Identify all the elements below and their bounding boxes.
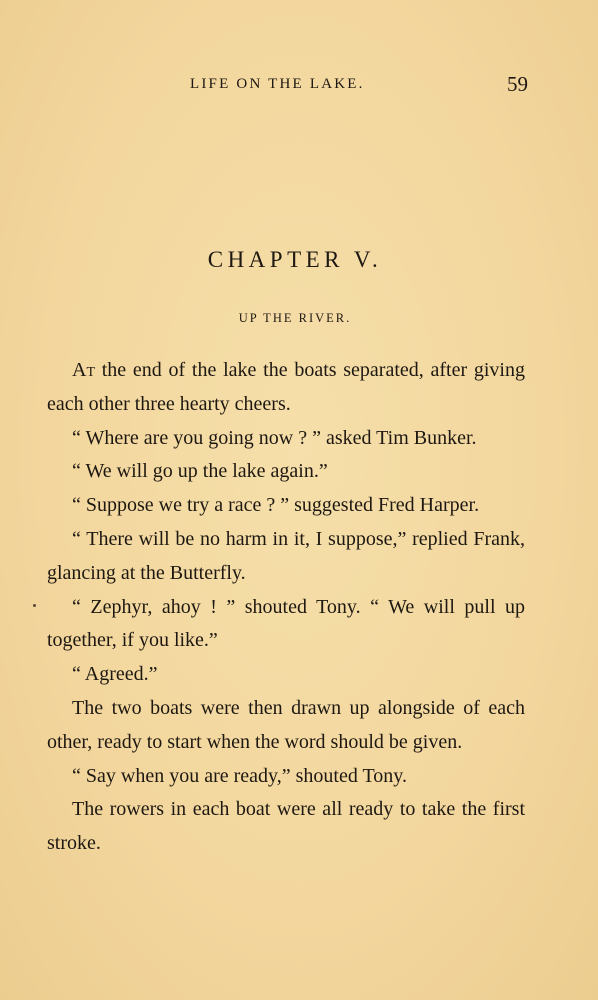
lead-word: At	[72, 359, 96, 381]
paragraph-text: The two boats were then drawn up alongside of each other, ready to start when the word should be given.	[47, 696, 525, 753]
paragraph-text: “ Zephyr, ahoy ! ” shouted Tony. “ We will pull up together, if you like.”	[47, 595, 525, 652]
paragraph	[47, 760, 525, 794]
paragraph	[47, 658, 525, 692]
paragraph-text: “ Where are you going now ? ” asked Tim Bunker.	[72, 426, 477, 449]
paragraph-text: “ There will be no harm in it, I suppose,” replied Frank, glancing at the Butterfly.	[47, 527, 525, 584]
page-number: 59	[507, 72, 528, 96]
chapter-body	[47, 354, 525, 861]
paragraph-text: the end of the lake the boats separated, after giving each other three hearty cheers.	[47, 359, 525, 415]
paragraph	[47, 523, 525, 591]
paragraph	[47, 692, 525, 760]
chapter-title: CHAPTER V.	[207, 247, 383, 272]
paragraph	[47, 422, 525, 456]
paragraph	[47, 489, 525, 523]
running-title: LIFE ON THE LAKE.	[190, 76, 365, 92]
paragraph	[47, 793, 525, 861]
paragraph	[47, 591, 525, 659]
chapter-subtitle: UP THE RIVER.	[238, 311, 352, 325]
paragraph	[47, 455, 525, 489]
paragraph	[47, 354, 525, 422]
paragraph-text: The rowers in each boat were all ready to take the first stroke.	[47, 798, 525, 855]
paragraph-text: “ Say when you are ready,” shouted Tony.	[72, 764, 407, 787]
paragraph-text: “ We will go up the lake again.”	[72, 460, 328, 483]
paragraph-text: “ Suppose we try a race ? ” suggested Fred Harper.	[72, 494, 480, 517]
paragraph-text: “ Agreed.”	[72, 663, 158, 686]
ink-speck	[33, 604, 36, 607]
running-header	[0, 72, 598, 96]
